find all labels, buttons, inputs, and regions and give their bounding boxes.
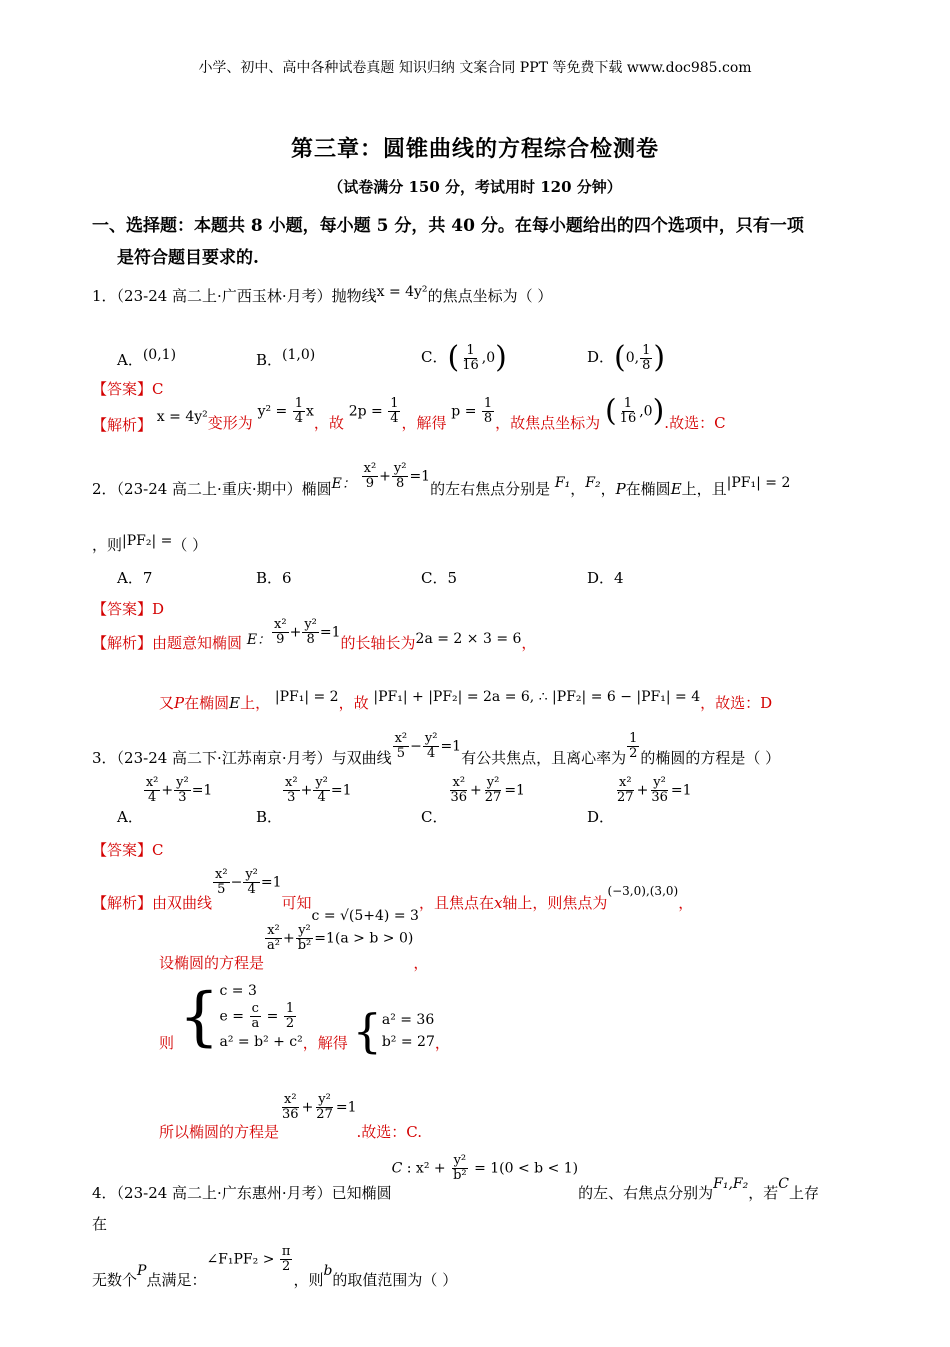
q4-stem-line2: 在	[92, 1215, 108, 1233]
q1-stem: 1．（23-24 高二上·广西玉林·月考）抛物线x = 4y²的焦点坐标为（ ）	[92, 284, 553, 305]
q2-analysis-line1: 【解析】由题意知椭圆 E： $\frac{\text{x²}}{9}$ + $\frac{\text{y²}}{8}$ =1的长轴长为2a = 2 × 3 = 6，	[92, 616, 537, 652]
q2-analysis-line2: 又P在椭圆E上， |PF₁| = 2，故 |PF₁| + |PF₂| = 2a = 6, ∴ |PF₂| = 6 − |PF₁| = 4，故选：D	[159, 689, 773, 712]
q3-analysis-line2: 设椭圆的方程是 $\frac{\text{x²}}{\text{a²}}$ + $\frac{\text{y²}}{\text{b²}}$ =1(a > b > 0)，	[159, 923, 429, 972]
section-heading-line1: 一、选择题：本题共 8 小题，每小题 5 分，共 40 分。在每小题给出的四个选项中，只有一项	[92, 216, 804, 236]
q4-stem-line3: 无数个P点满足：∠F₁PF₂ > $\frac{\pi}{2}$ ，则b的取值范围为（ ）	[92, 1244, 458, 1289]
page-header: 小学、初中、高中各种试卷真题 知识归纳 文案合同 PPT 等免费下载 www.doc985.com	[198, 60, 752, 76]
page-title: 第三章：圆锥曲线的方程综合检测卷	[290, 136, 659, 162]
q3-system-1: { c = 3 e = $\frac{c}{a}$ = $\frac{1}{2}$ a² = b² + c²	[178, 979, 303, 1054]
q2-option-c: C．5	[421, 569, 458, 587]
q3-option-a: A． $\frac{\text{x²}}{4}$ + $\frac{\text{y²}}{3}$ =1	[117, 775, 213, 826]
q1-analysis: 【解析】 x = 4y²变形为 y² = $\frac{1}{4}$ x，故 2p = $\frac{1}{4}$ ，解得 p = $\frac{1}{8}$ ，故焦点坐标为 ( $\frac{1}{16}$ ,0).故选：C	[92, 393, 726, 434]
q4-stem-line1: 4．（23-24 高二上·广东惠州·月考）已知椭圆C : x² + $\frac{\text{y²}}{\text{b²}}$ = 1(0 < b < 1)的左、右焦点分别为F₁,F₂，若C上存	[92, 1153, 819, 1202]
q1-option-b: B．(1,0)	[256, 347, 316, 369]
q3-option-b: B． $\frac{\text{x²}}{3}$ + $\frac{\text{y²}}{4}$ =1	[256, 775, 352, 826]
q3-analysis-line1: 【解析】由双曲线 $\frac{\text{x²}}{5}$ − $\frac{\text{y²}}{4}$ =1可知c = √(5+4) = 3，且焦点在x轴上，则焦点为(−3,0),(3,0)，	[92, 867, 694, 924]
q1-option-c: C．( $\frac{1}{16}$ ,0)	[421, 340, 507, 375]
q2-option-a: A．7	[117, 569, 153, 587]
q2-stem-line2: ，则|PF₂| =（ ）	[92, 533, 208, 554]
q3-analysis-line4: 所以椭圆的方程是 $\frac{\text{x²}}{36}$ + $\frac{\text{y²}}{27}$ =1.故选：C.	[159, 1092, 422, 1141]
q3-system-2: { a² = 36 b² = 27	[352, 1004, 435, 1058]
q1-option-d: D．(0, $\frac{1}{8}$ )	[587, 340, 666, 375]
q3-analysis-line3: 则 { c = 3 e = $\frac{c}{a}$ = $\frac{1}{2}$ a² = b² + c² ，解得 { a² = 36 b² = 27 ，	[159, 979, 450, 1058]
q2-stem-line1: 2．（23-24 高二上·重庆·期中）椭圆E： $\frac{\text{x²}}{9}$ + $\frac{\text{y²}}{8}$ =1的左右焦点分别是 F₁，F₂，P在椭圆E上，且|PF₁| = 2	[92, 460, 791, 498]
q2-option-b: B．6	[256, 569, 292, 587]
section-heading-line2: 是符合题目要求的.	[117, 248, 259, 268]
q2-option-d: D．4	[587, 569, 624, 587]
q1-answer: 【答案】C	[92, 380, 164, 398]
q3-stem: 3．（23-24 高二下·江苏南京·月考）与双曲线 $\frac{\text{x²}}{5}$ − $\frac{\text{y²}}{4}$ =1有公共焦点，且离心率为 $\frac{1}{2}$ 的椭圆的方程是（ ）	[92, 730, 781, 767]
q2-answer: 【答案】D	[92, 600, 165, 618]
q3-option-d: D． $\frac{\text{x²}}{27}$ + $\frac{\text{y²}}{36}$ =1	[587, 775, 692, 826]
q3-option-c: C． $\frac{\text{x²}}{36}$ + $\frac{\text{y²}}{27}$ =1	[421, 775, 525, 826]
q3-answer: 【答案】C	[92, 841, 164, 859]
q1-option-a: A．(0,1)	[117, 347, 177, 369]
q1-equation: x = 4y²	[376, 284, 428, 300]
page-subtitle: （试卷满分 150 分，考试用时 120 分钟）	[328, 178, 622, 196]
